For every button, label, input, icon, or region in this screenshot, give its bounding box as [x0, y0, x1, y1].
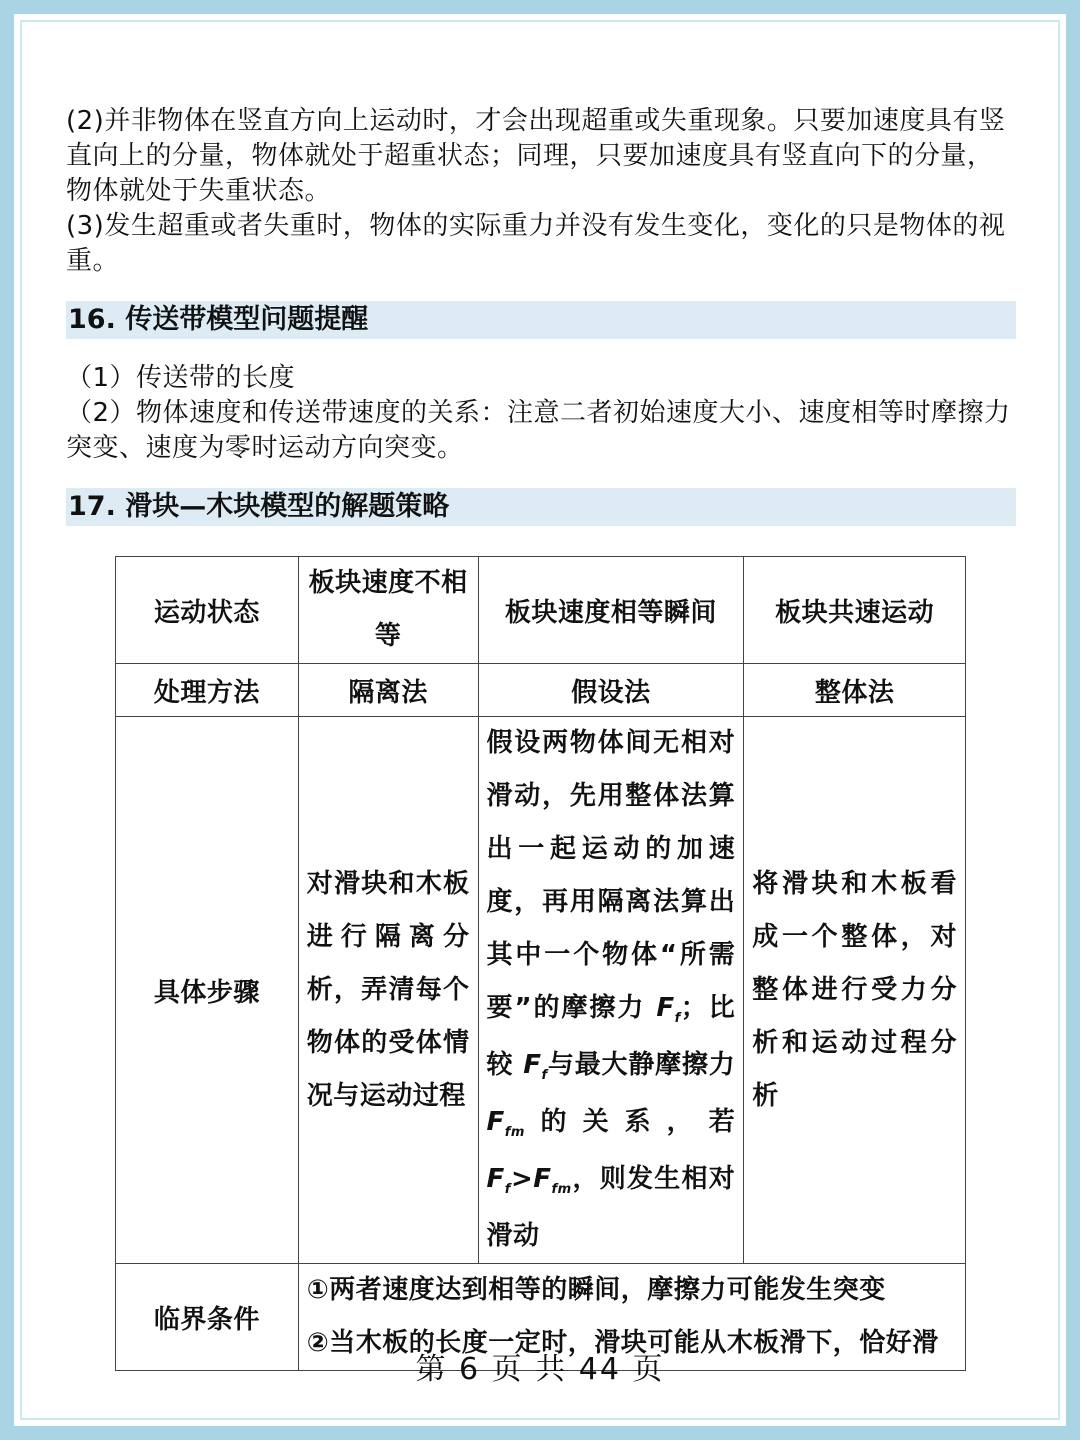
- steps-assumption-text-f: ，则发生相对滑动: [486, 1164, 736, 1251]
- force-subscript: f: [541, 1068, 548, 1083]
- paragraph-apparent-weight: (3)发生超重或者失重时，物体的实际重力并没有发生变化，变化的只是物体的视重。: [66, 211, 1006, 276]
- force-subscript: fm: [551, 1182, 572, 1197]
- force-subscript: f: [504, 1182, 511, 1197]
- row-label-critical: 临界条件: [116, 1264, 299, 1371]
- method-isolation: 隔离法: [298, 664, 478, 717]
- force-symbol: F: [523, 1050, 542, 1080]
- steps-assumption-text-a: 假设两物体间无相对滑动，先用整体法算出一起运动的加速度，再用隔离法算出其中一个物体“所需要”的摩擦力: [486, 728, 736, 1023]
- steps-assumption-text-d: 的关系，若: [524, 1107, 736, 1137]
- steps-assumption-text-e: >: [510, 1164, 534, 1194]
- force-symbol: F: [486, 1107, 505, 1137]
- row-label-motion-state: 运动状态: [116, 557, 299, 664]
- section-16-heading: 16. 传送带模型问题提醒: [66, 301, 1016, 339]
- paragraph-overweight-direction: (2)并非物体在竖直方向上运动时，才会出现超重或失重现象。只要加速度具有竖直向上的分量，物体就处于超重状态；同理，只要加速度具有竖直向下的分量，物体就处于失重状态。: [66, 106, 1006, 206]
- table-row-motion-state: [116, 557, 966, 664]
- table-row-method: [116, 664, 966, 717]
- steps-assumption-text-c: 与最大静摩擦力: [547, 1050, 736, 1080]
- page-footer: 第 6 页 共 44 页: [415, 1352, 665, 1387]
- steps-whole: 将滑块和木板看成一个整体，对整体进行受力分析和运动过程分析: [744, 717, 966, 1264]
- steps-assumption: [478, 717, 744, 1264]
- header-common-speed: 板块共速运动: [744, 557, 966, 664]
- steps-isolation: 对滑块和木板进行隔离分析，弄清每个物体的受体情况与运动过程: [298, 717, 478, 1264]
- critical-condition-2: ②当木板的长度一定时，滑块可能从木板滑下，恰好滑: [306, 1328, 939, 1358]
- section-16-item-1: （1）传送带的长度: [66, 363, 296, 393]
- force-symbol: F: [533, 1164, 552, 1194]
- section-17-heading: 17. 滑块—木块模型的解题策略: [66, 488, 1016, 526]
- strategy-table: [115, 556, 966, 1371]
- force-subscript: fm: [504, 1125, 525, 1140]
- row-label-steps: 具体步骤: [116, 717, 299, 1264]
- table-row-steps: [116, 717, 966, 1264]
- method-assumption: 假设法: [478, 664, 744, 717]
- force-symbol: F: [486, 1164, 505, 1194]
- critical-condition-1: ①两者速度达到相等的瞬间，摩擦力可能发生突变: [306, 1275, 886, 1305]
- force-symbol: F: [656, 993, 675, 1023]
- header-equal-speed-instant: 板块速度相等瞬间: [478, 557, 744, 664]
- force-subscript: f: [674, 1011, 681, 1026]
- section-16-item-2: （2）物体速度和传送带速度的关系：注意二者初始速度大小、速度相等时摩擦力突变、速度为零时运动方向突变。: [66, 398, 1011, 463]
- method-whole: 整体法: [744, 664, 966, 717]
- document-body: [66, 104, 1016, 526]
- header-unequal-speed: 板块速度不相等: [298, 557, 478, 664]
- row-label-method: 处理方法: [116, 664, 299, 717]
- steps-assumption-text-b: ；比较: [486, 993, 736, 1080]
